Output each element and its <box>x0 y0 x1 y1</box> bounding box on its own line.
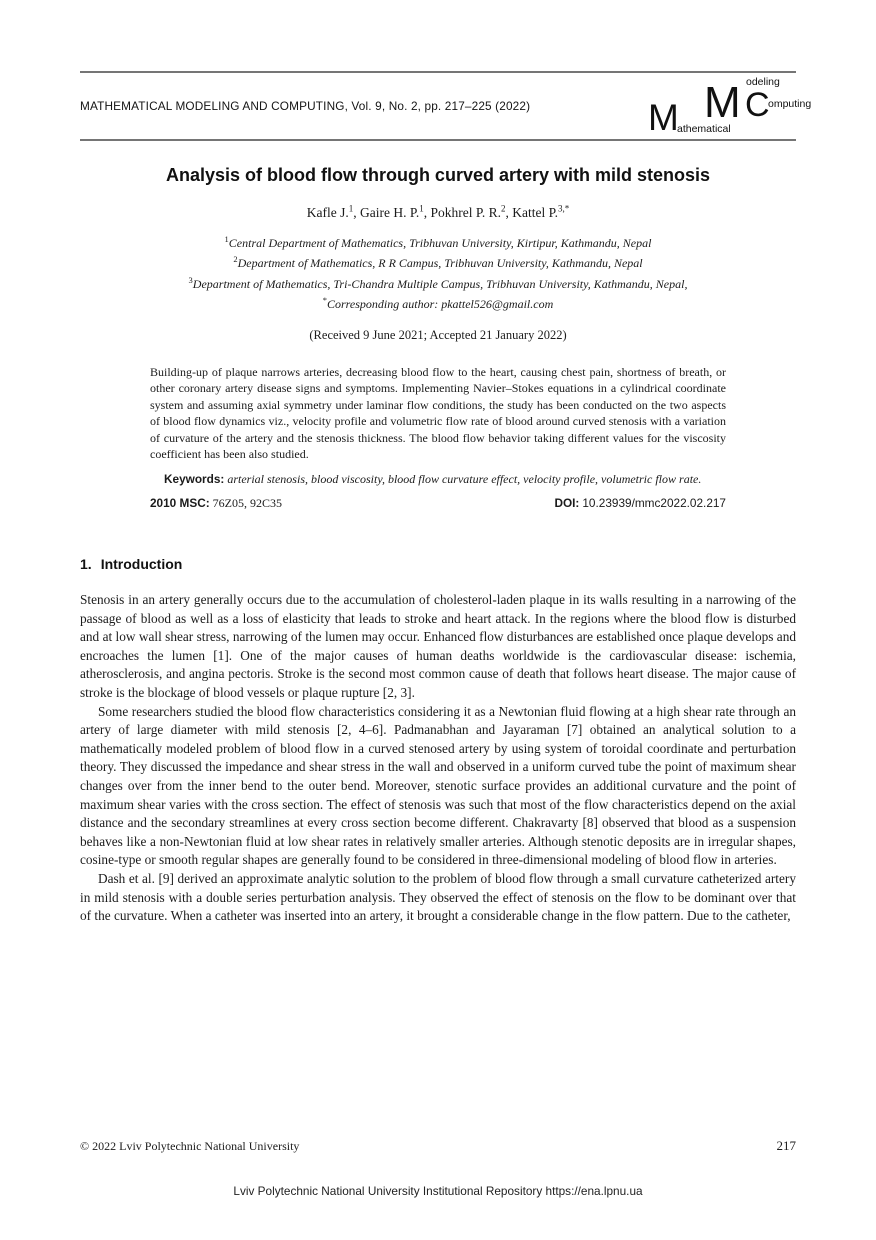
paragraph: Dash et al. [9] derived an approximate analytic solution to the problem of blood flow through a small curvature catheterized artery in mild stenosis with a double series perturbation analysis. They observed the effect of stenosis on the flow to be dominant over that of the curvature. When a catheter was inserted into an artery, it brought a considerable change in the flow pattern. Due to the catheter, <box>80 870 796 924</box>
section-heading-introduction <box>80 556 796 572</box>
msc-label: 2010 MSC: <box>150 496 210 510</box>
journal-logo-mmc-icon <box>646 76 812 138</box>
author: Pokhrel P. R.$^2$, <box>430 203 513 220</box>
section-number: 1. <box>80 556 92 572</box>
keywords-label: Keywords: <box>164 471 225 486</box>
corresponding-author-line: *Corresponding author: pkattel526@gmail.com <box>322 295 554 311</box>
logo-word-omputing: omputing <box>768 98 812 110</box>
keywords-line <box>150 471 726 488</box>
logo-letter-c-computing: C <box>745 86 770 124</box>
msc-value: 76Z05, 92C35 <box>212 496 283 510</box>
author: Gaire H. P.$^1$, <box>359 203 431 220</box>
abstract-text: Building-up of plaque narrows arteries, decreasing blood flow to the heart, causing chest pain, shortness of breath, or other coronary artery disease signs and symptoms. Implementing Navier–Stokes equations in a cylindrical coordinate system and assuming axial symmetry under laminar flow conditions, the study has been conducted on the two aspects of blood flow dynamics viz., velocity profile and volumetric flow rate of blood around curved stenosis with a variation of curvature of the artery and the stenosis thickness. The blood flow behavior taking different values for the viscosity coefficient has been also studied. <box>150 364 726 461</box>
logo-letter-m-modeling: M <box>704 78 741 127</box>
keywords-text: arterial stenosis, blood viscosity, blood flow curvature effect, velocity profile, volumetric flow rate. <box>227 471 702 486</box>
copyright-notice: © 2022 Lviv Polytechnic National University <box>80 1139 300 1153</box>
header-rule-bottom <box>80 139 796 141</box>
journal-header <box>80 73 812 139</box>
author: Kafle J.$^1$, <box>306 203 360 220</box>
logo-word-athematical: athematical <box>677 122 731 135</box>
logo-letter-m-mathematical: M <box>648 97 679 138</box>
affiliation-line: $^1$Central Department of Mathematics, Tribhuvan University, Kirtipur, Kathmandu, Nepal <box>224 233 652 250</box>
doi-label: DOI: <box>554 496 580 510</box>
section-title: Introduction <box>100 556 183 572</box>
logo-word-odeling: odeling <box>746 76 780 88</box>
affiliation-line: $^3$Department of Mathematics, Tri-Chandra Multiple Campus, Tribhuvan University, Kathmandu, Nepal, <box>188 274 688 291</box>
page-footer <box>80 1138 796 1154</box>
author: Kattel P.$^{3,*}$ <box>512 203 570 220</box>
msc-entry <box>150 496 282 511</box>
affiliation-line: $^2$Department of Mathematics, R R Campus, Tribhuvan University, Kathmandu, Nepal <box>233 254 643 270</box>
doi-entry <box>554 496 726 511</box>
repository-banner: Lviv Polytechnic National University Institutional Repository https://ena.lpnu.ua <box>233 1184 643 1198</box>
journal-title: MATHEMATICAL MODELING AND COMPUTING, Vol. 9, No. 2, pp. 217–225 (2022) <box>80 99 531 113</box>
affiliations-block <box>80 231 796 313</box>
page-number: 217 <box>776 1138 796 1153</box>
received-accepted-line: (Received 9 June 2021; Accepted 21 January 2022) <box>309 327 567 342</box>
author-line <box>80 203 796 221</box>
paragraph: Stenosis in an artery generally occurs due to the accumulation of cholesterol-laden plaque in its walls resulting in a narrowing of the passage of blood as well as a loss of elasticity that leads to stroke and heart attack. In the regions where the blood flow is disturbed and at low wall shear stress, narrowing of the lumen may occur. Enhanced flow disturbances are established once plaque develops and encroaches the lumen [1]. One of the major causes of human deaths worldwide is the cardiovascular disease: ischemia, atherosclerosis, and angina pectoris. Stroke is the second most common cause of death that follows heart disease. The major cause of stroke is the blockage of blood vessels or plaque rupture [2, 3]. <box>80 592 796 700</box>
paper-title: Analysis of blood flow through curved artery with mild stenosis <box>165 165 711 185</box>
paragraph: Some researchers studied the blood flow characteristics considering it as a Newtonian fluid flowing at a high shear rate through an artery of large diameter with mild stenosis [2, 4–6]. Padmanabhan and Jayaraman [7] obtained an analytical solution to a mathematically modeled problem of blood flow in a curved stenosed artery by using system of toroidal coordinate and perturbation theory. They discussed the impedance and shear stress in the wall and observed in a uniform curved tube the point of maximum shear changes over from the inner bend to the outer bend. Moreover, stenotic surface provides an additional curvature and the point of maximum shear varies with the cross section. The effect of stenosis was such that most of the flow characteristics depend on the axial distance and the secondary streamlines at every cross section become different. Chakravarty [8] observed that blood as a suspension behaves like a non-Newtonian fluid at low shear rates in relatively smaller arteries. Although stenotic deposits are in irregular shapes, cosine-type or smooth regular shapes are generally found to be considered in three-dimensional modeling of blood flow in arteries. <box>80 703 796 868</box>
doi-value: 10.23939/mmc2022.02.217 <box>582 496 726 510</box>
msc-doi-row <box>150 496 726 511</box>
